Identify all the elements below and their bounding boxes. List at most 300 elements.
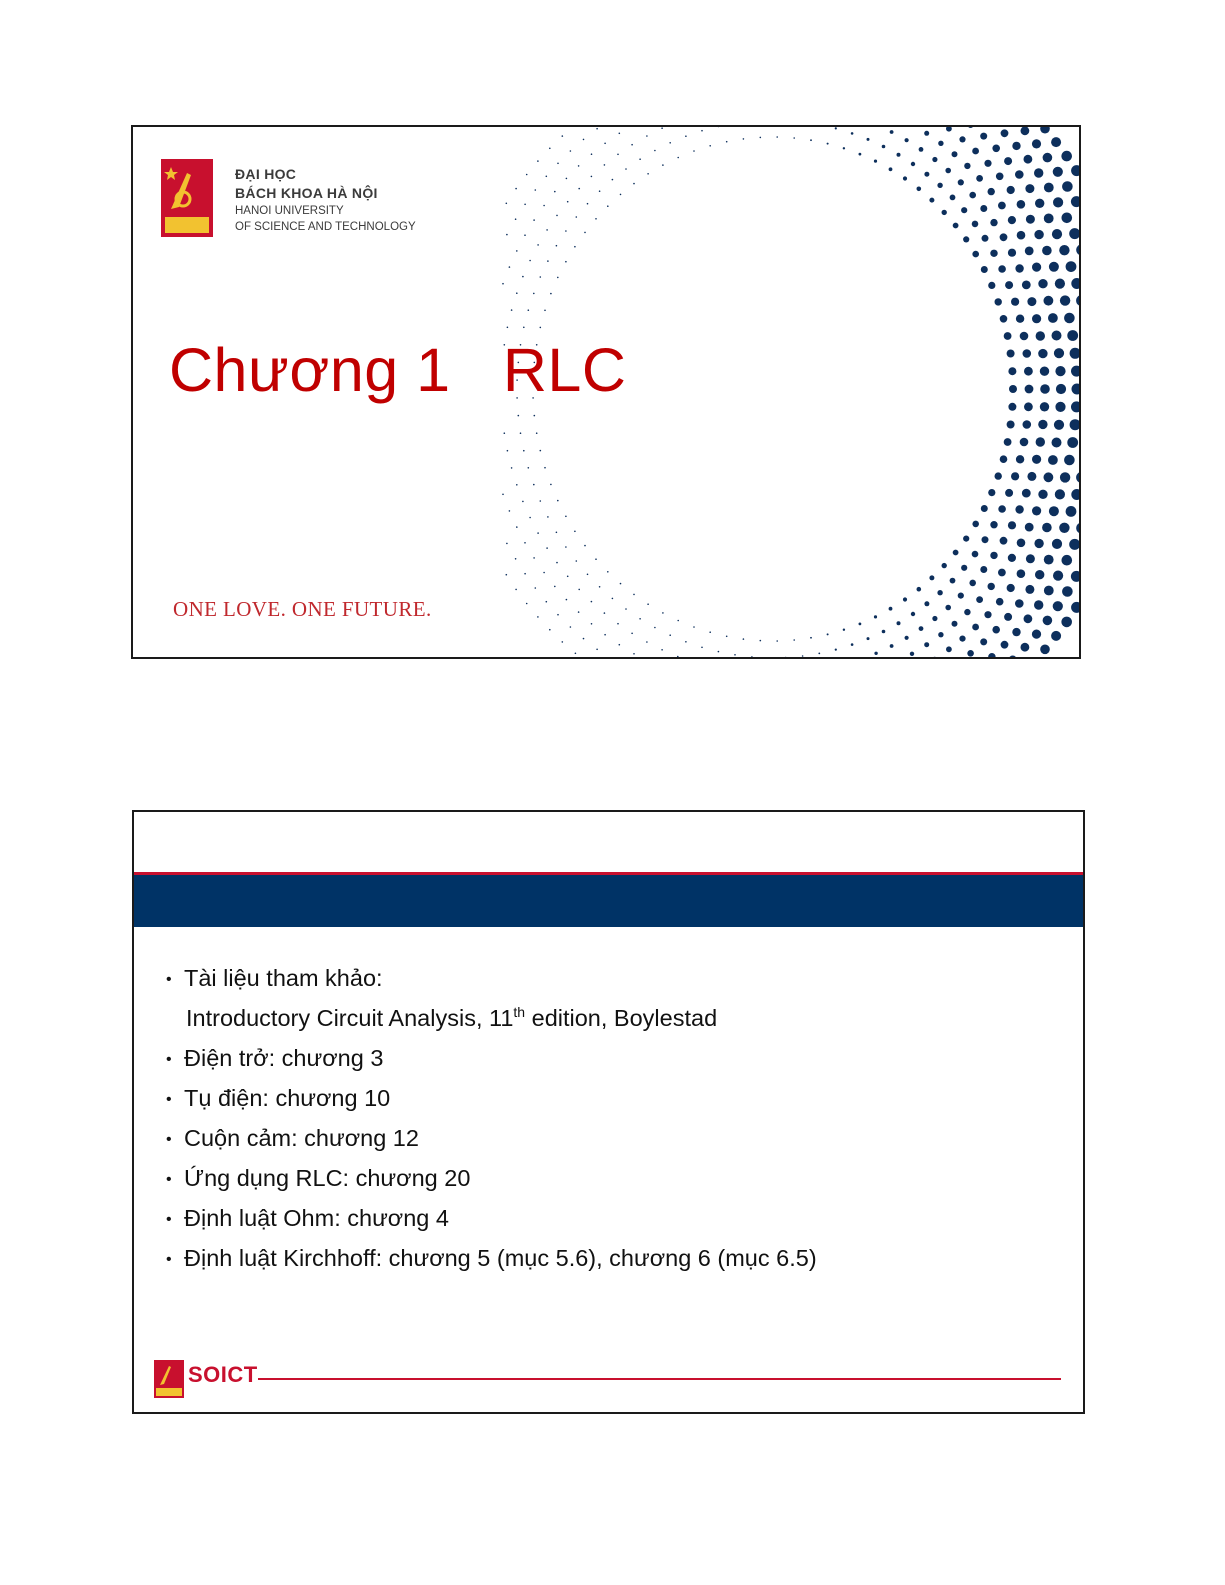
decorative-dot: [964, 163, 970, 169]
decorative-dot: [726, 141, 728, 143]
decorative-dot: [506, 203, 508, 205]
decorative-dot: [988, 188, 995, 195]
decorative-dot: [760, 137, 762, 139]
decorative-dot: [980, 566, 987, 573]
decorative-dot: [982, 536, 989, 543]
decorative-dot: [546, 229, 548, 231]
decorative-dot: [945, 605, 951, 611]
decorative-dot: [1017, 200, 1026, 209]
decorative-dot: [1069, 539, 1080, 550]
decorative-dot: [1067, 437, 1078, 448]
decorative-dot: [570, 150, 572, 152]
decorative-dot: [874, 652, 877, 655]
decorative-dot: [550, 484, 552, 486]
decorative-dot: [604, 612, 606, 614]
decorative-dot: [785, 657, 787, 659]
decorative-dot: [945, 168, 951, 174]
decorative-dot: [1059, 523, 1069, 533]
decorative-dot: [567, 576, 569, 578]
decorative-dot: [874, 160, 877, 163]
decorative-dot: [998, 202, 1006, 210]
decorative-dot: [604, 164, 606, 166]
decorative-dot: [1067, 330, 1078, 341]
decorative-dot: [776, 136, 778, 138]
decorative-dot: [726, 636, 728, 638]
decorative-dot: [1023, 420, 1032, 429]
decorative-dot: [802, 655, 804, 657]
decorative-dot: [1026, 554, 1035, 563]
decorative-dot: [1055, 279, 1065, 289]
decorative-dot: [1008, 554, 1016, 562]
decorative-dot: [543, 205, 545, 207]
decorative-dot: [980, 133, 987, 140]
decorative-dot: [591, 623, 593, 625]
university-line-2: BÁCH KHOA HÀ NỘI: [235, 185, 378, 201]
decorative-dot: [958, 593, 964, 599]
decorative-dot: [583, 638, 585, 640]
decorative-dot: [685, 641, 687, 643]
decorative-dot: [1044, 296, 1054, 306]
decorative-dot: [988, 282, 995, 289]
decorative-dot: [1048, 313, 1058, 323]
decorative-dot: [1042, 246, 1052, 256]
decorative-dot: [1017, 569, 1026, 578]
decorative-dot: [890, 130, 894, 134]
decorative-dot: [516, 484, 518, 486]
decorative-dot: [526, 603, 528, 605]
decorative-dot: [537, 532, 539, 534]
decorative-dot: [903, 176, 907, 180]
decorative-dot: [620, 583, 622, 585]
decorative-dot: [1004, 438, 1012, 446]
decorative-dot: [929, 198, 934, 203]
decorative-dot: [1071, 571, 1081, 582]
decorative-dot: [662, 612, 664, 614]
decorative-dot: [1044, 586, 1054, 596]
decorative-dot: [1015, 599, 1024, 608]
decorative-dot: [633, 183, 635, 185]
decorative-dot: [751, 656, 753, 658]
decorative-dot: [1020, 438, 1029, 447]
decorative-dot: [1017, 539, 1026, 548]
footer-logo: [154, 1360, 184, 1398]
decorative-dot: [1044, 472, 1054, 482]
decorative-dot: [516, 526, 518, 528]
decorative-dot: [1051, 137, 1061, 147]
bullet-list: [166, 958, 1063, 1278]
decorative-dot: [972, 148, 979, 155]
decorative-dot: [990, 521, 997, 528]
decorative-dot: [625, 608, 627, 610]
decorative-dot: [617, 154, 619, 156]
decorative-dot: [969, 192, 976, 199]
decorative-dot: [760, 640, 762, 642]
bullet-icon: •: [166, 970, 172, 988]
decorative-dot: [533, 219, 535, 221]
decorative-dot: [1000, 233, 1008, 241]
decorative-dot: [654, 150, 656, 152]
decorative-dot: [546, 547, 548, 549]
decorative-dot: [1038, 490, 1047, 499]
decorative-dot: [1008, 367, 1016, 375]
decorative-dot: [1032, 455, 1041, 464]
decorative-dot: [967, 127, 974, 128]
decorative-dot: [1015, 505, 1023, 513]
decorative-dot: [990, 219, 997, 226]
decorative-dot: [529, 517, 531, 519]
decorative-dot: [1027, 472, 1036, 481]
decorative-dot: [988, 653, 995, 659]
decorative-dot: [1052, 438, 1062, 448]
decorative-dot: [509, 510, 511, 512]
decorative-dot: [1071, 196, 1081, 207]
decorative-dot: [988, 583, 995, 590]
bullet-icon: •: [166, 1170, 172, 1188]
decorative-dot: [924, 642, 929, 647]
decorative-dot: [1022, 281, 1031, 290]
list-item-text: Điện trở: chương 3: [184, 1045, 384, 1071]
soict-brand: SOICT: [188, 1362, 258, 1387]
decorative-dot: [851, 643, 854, 646]
decorative-dot: [992, 145, 1000, 153]
decorative-dot: [961, 207, 967, 213]
decorative-dot: [959, 636, 965, 642]
decorative-dot: [996, 598, 1004, 606]
decorative-dot: [1076, 295, 1081, 306]
decorative-dot: [619, 133, 621, 135]
decorative-dot: [980, 205, 987, 212]
university-name: [235, 165, 416, 235]
decorative-dot: [1015, 170, 1024, 179]
decorative-dot: [963, 236, 969, 242]
bullet-icon: •: [166, 1090, 172, 1108]
decorative-dot: [1076, 523, 1081, 534]
decorative-dot: [604, 143, 606, 145]
decorative-dot: [1034, 600, 1043, 609]
decorative-dot: [540, 450, 542, 452]
decorative-dot: [1000, 455, 1008, 463]
decorative-dot: [565, 261, 567, 263]
decorative-dot: [633, 653, 635, 655]
decorative-dot: [1071, 278, 1081, 289]
decorative-dot: [578, 165, 580, 167]
decorative-dot: [1032, 506, 1041, 515]
decorative-dot: [1055, 489, 1065, 499]
decorative-dot: [851, 132, 854, 135]
decorative-dot: [574, 246, 576, 248]
decorative-dot: [1061, 617, 1072, 628]
list-item-text: Ứng dụng RLC: chương 20: [184, 1165, 471, 1191]
decorative-dot: [1042, 523, 1052, 533]
decorative-dot: [1007, 584, 1015, 592]
decorative-dot: [1062, 586, 1073, 597]
university-logo: [161, 159, 213, 237]
decorative-dot: [1021, 643, 1030, 652]
university-line-4: OF SCIENCE AND TECHNOLOGY: [235, 221, 416, 233]
decorative-dot: [937, 183, 942, 188]
decorative-dot: [1032, 263, 1041, 272]
decorative-dot: [1080, 180, 1081, 191]
decorative-dot: [669, 634, 671, 636]
decorative-dot: [938, 141, 943, 146]
decorative-dot: [546, 601, 548, 603]
decorative-dot: [1059, 245, 1069, 255]
decorative-dot: [535, 189, 537, 191]
decorative-dot: [520, 432, 522, 434]
references-slide: [132, 810, 1085, 1414]
decorative-dot: [743, 138, 745, 140]
decorative-dot: [1070, 419, 1081, 430]
decorative-dot: [591, 601, 593, 603]
decorative-dot: [1008, 521, 1016, 529]
decorative-dot: [1071, 401, 1081, 412]
decorative-dot: [1040, 384, 1050, 394]
decorative-dot: [524, 573, 526, 575]
decorative-dot: [1008, 216, 1016, 224]
decorative-dot: [540, 500, 542, 502]
decorative-dot: [701, 647, 703, 649]
decorative-dot: [867, 637, 870, 640]
decorative-dot: [1034, 168, 1043, 177]
decorative-dot: [566, 599, 568, 601]
decorative-dot: [677, 157, 679, 159]
decorative-dot: [562, 641, 564, 643]
decorative-dot: [967, 650, 974, 657]
decorative-dot: [889, 167, 893, 171]
decorative-dot: [607, 205, 609, 207]
decorative-dot: [1060, 295, 1070, 305]
decorative-dot: [523, 327, 525, 329]
decorative-dot: [612, 179, 614, 181]
bullet-icon: •: [166, 1250, 172, 1268]
decorative-dot: [595, 558, 597, 560]
decorative-dot: [570, 626, 572, 628]
decorative-dot: [890, 644, 894, 648]
decorative-dot: [535, 587, 537, 589]
decorative-dot: [1052, 539, 1062, 549]
decorative-dot: [998, 505, 1006, 513]
decorative-dot: [1053, 197, 1063, 207]
decorative-dot: [529, 260, 531, 262]
decorative-dot: [889, 607, 893, 611]
decorative-dot: [544, 467, 546, 469]
decorative-dot: [557, 500, 559, 502]
decorative-dot: [611, 659, 613, 660]
decorative-dot: [533, 293, 535, 295]
decorative-dot: [990, 250, 997, 257]
decorative-dot: [982, 235, 989, 242]
decorative-dot: [595, 218, 597, 220]
decorative-dot: [980, 638, 987, 645]
decorative-dot: [515, 188, 517, 190]
decorative-dot: [534, 415, 536, 417]
decorative-dot: [631, 633, 633, 635]
decorative-dot: [972, 221, 979, 228]
decorative-dot: [1025, 247, 1034, 256]
decorative-dot: [998, 265, 1006, 273]
decorative-dot: [502, 494, 504, 496]
decorative-dot: [1049, 262, 1059, 272]
decorative-dot: [511, 309, 513, 311]
decorative-dot: [677, 656, 679, 658]
decorative-dot: [1024, 614, 1033, 623]
decorative-dot: [972, 251, 979, 258]
decorative-dot: [612, 598, 614, 600]
decorative-dot: [633, 594, 635, 596]
decorative-dot: [1001, 129, 1009, 137]
decorative-dot: [1036, 331, 1045, 340]
decorative-dot: [516, 292, 518, 294]
decorative-dot: [1043, 153, 1053, 163]
decorative-dot: [565, 516, 567, 518]
decorative-dot: [515, 589, 517, 591]
decorative-dot: [1079, 555, 1081, 566]
decorative-dot: [522, 276, 524, 278]
decorative-dot: [1025, 523, 1034, 532]
decorative-dot: [1015, 264, 1023, 272]
decorative-dot: [990, 552, 997, 559]
decorative-dot: [566, 178, 568, 180]
decorative-dot: [835, 649, 837, 651]
decorative-dot: [917, 587, 922, 592]
decorative-dot: [565, 546, 567, 548]
decorative-dot: [540, 327, 542, 329]
decorative-dot: [574, 531, 576, 533]
decorative-dot: [1004, 157, 1012, 165]
decorative-dot: [1069, 228, 1080, 239]
decorative-dot: [882, 145, 886, 149]
decorative-dot: [734, 654, 736, 656]
decorative-dot: [646, 641, 648, 643]
decorative-dot: [1066, 506, 1077, 517]
decorative-dot: [1044, 555, 1054, 565]
decorative-dot: [874, 615, 877, 618]
decorative-dot: [533, 484, 535, 486]
decorative-dot: [1076, 472, 1081, 483]
decorative-dot: [567, 201, 569, 203]
decorative-dot: [1024, 155, 1033, 164]
decorative-dot: [1048, 455, 1058, 465]
decorative-dot: [1080, 587, 1081, 598]
decorative-dot: [554, 191, 556, 193]
decorative-dot: [625, 168, 627, 170]
list-item: [166, 1158, 1063, 1198]
decorative-dot: [964, 609, 970, 615]
decorative-dot: [1022, 489, 1031, 498]
decorative-dot: [502, 283, 504, 285]
decorative-dot: [1008, 249, 1016, 257]
decorative-dot: [995, 472, 1002, 479]
decorative-dot: [1024, 367, 1033, 376]
decorative-dot: [958, 179, 964, 185]
decorative-dot: [1024, 402, 1033, 411]
decorative-dot: [743, 638, 745, 640]
decorative-dot: [1034, 539, 1043, 548]
decorative-dot: [1053, 601, 1063, 611]
decorative-dot: [1004, 332, 1012, 340]
decorative-dot: [827, 143, 829, 145]
decorative-dot: [963, 536, 969, 542]
decorative-dot: [515, 558, 517, 560]
list-item: [166, 1078, 1063, 1118]
decorative-dot: [565, 230, 567, 232]
decorative-dot: [961, 565, 967, 571]
decorative-dot: [557, 614, 559, 616]
decorative-dot: [524, 234, 526, 236]
decorative-dot: [646, 135, 648, 137]
decorative-dot: [959, 136, 965, 142]
decorative-dot: [1005, 489, 1013, 497]
decorative-dot: [544, 310, 546, 312]
decorative-dot: [1016, 455, 1024, 463]
decorative-dot: [604, 634, 606, 636]
decorative-dot: [950, 195, 956, 201]
list-item: [166, 958, 1063, 998]
decorative-dot: [1071, 165, 1081, 176]
decorative-dot: [596, 649, 598, 651]
decorative-dot: [543, 572, 545, 574]
decorative-dot: [897, 621, 901, 625]
decorative-dot: [1007, 421, 1015, 429]
decorative-dot: [562, 135, 564, 137]
decorative-dot: [556, 215, 558, 217]
decorative-dot: [827, 633, 829, 635]
decorative-dot: [984, 160, 991, 167]
decorative-dot: [537, 616, 539, 618]
decorative-dot: [709, 631, 711, 633]
decorative-dot: [693, 626, 695, 628]
header-band: [134, 875, 1083, 927]
decorative-dot: [556, 245, 558, 247]
decorative-dot: [938, 632, 943, 637]
title-slide: [131, 125, 1081, 659]
decorative-dot: [1012, 142, 1020, 150]
decorative-dot: [1054, 348, 1064, 358]
decorative-dot: [504, 432, 506, 434]
decorative-dot: [910, 652, 914, 656]
decorative-dot: [591, 176, 593, 178]
decorative-dot: [1032, 139, 1041, 148]
decorative-dot: [578, 589, 580, 591]
decorative-dot: [1056, 384, 1066, 394]
decorative-dot: [526, 174, 528, 176]
decorative-dot: [1072, 384, 1082, 395]
decorative-dot: [507, 327, 509, 329]
decorative-dot: [550, 293, 552, 295]
decorative-dot: [1038, 279, 1047, 288]
slide-title: Chương 1 RLC: [169, 336, 627, 404]
decorative-dot: [528, 467, 530, 469]
decorative-dot: [718, 651, 720, 653]
decorative-dot: [578, 188, 580, 190]
decorative-dot: [1040, 402, 1049, 411]
decorative-dot: [972, 521, 979, 528]
decorative-dot: [911, 162, 915, 166]
decorative-dot: [1054, 420, 1064, 430]
decorative-dot: [1061, 151, 1072, 162]
decorative-dot: [981, 266, 988, 273]
decorative-dot: [1008, 403, 1016, 411]
decorative-dot: [1004, 613, 1012, 621]
list-item-text: Tài liệu tham khảo:: [184, 965, 383, 991]
list-item-text: Định luật Ohm: chương 4: [184, 1205, 449, 1231]
decorative-dot: [556, 562, 558, 564]
decorative-dot: [537, 244, 539, 246]
decorative-dot: [1007, 350, 1015, 358]
decorative-dot: [546, 176, 548, 178]
decorative-dot: [599, 190, 601, 192]
decorative-dot: [776, 640, 778, 642]
